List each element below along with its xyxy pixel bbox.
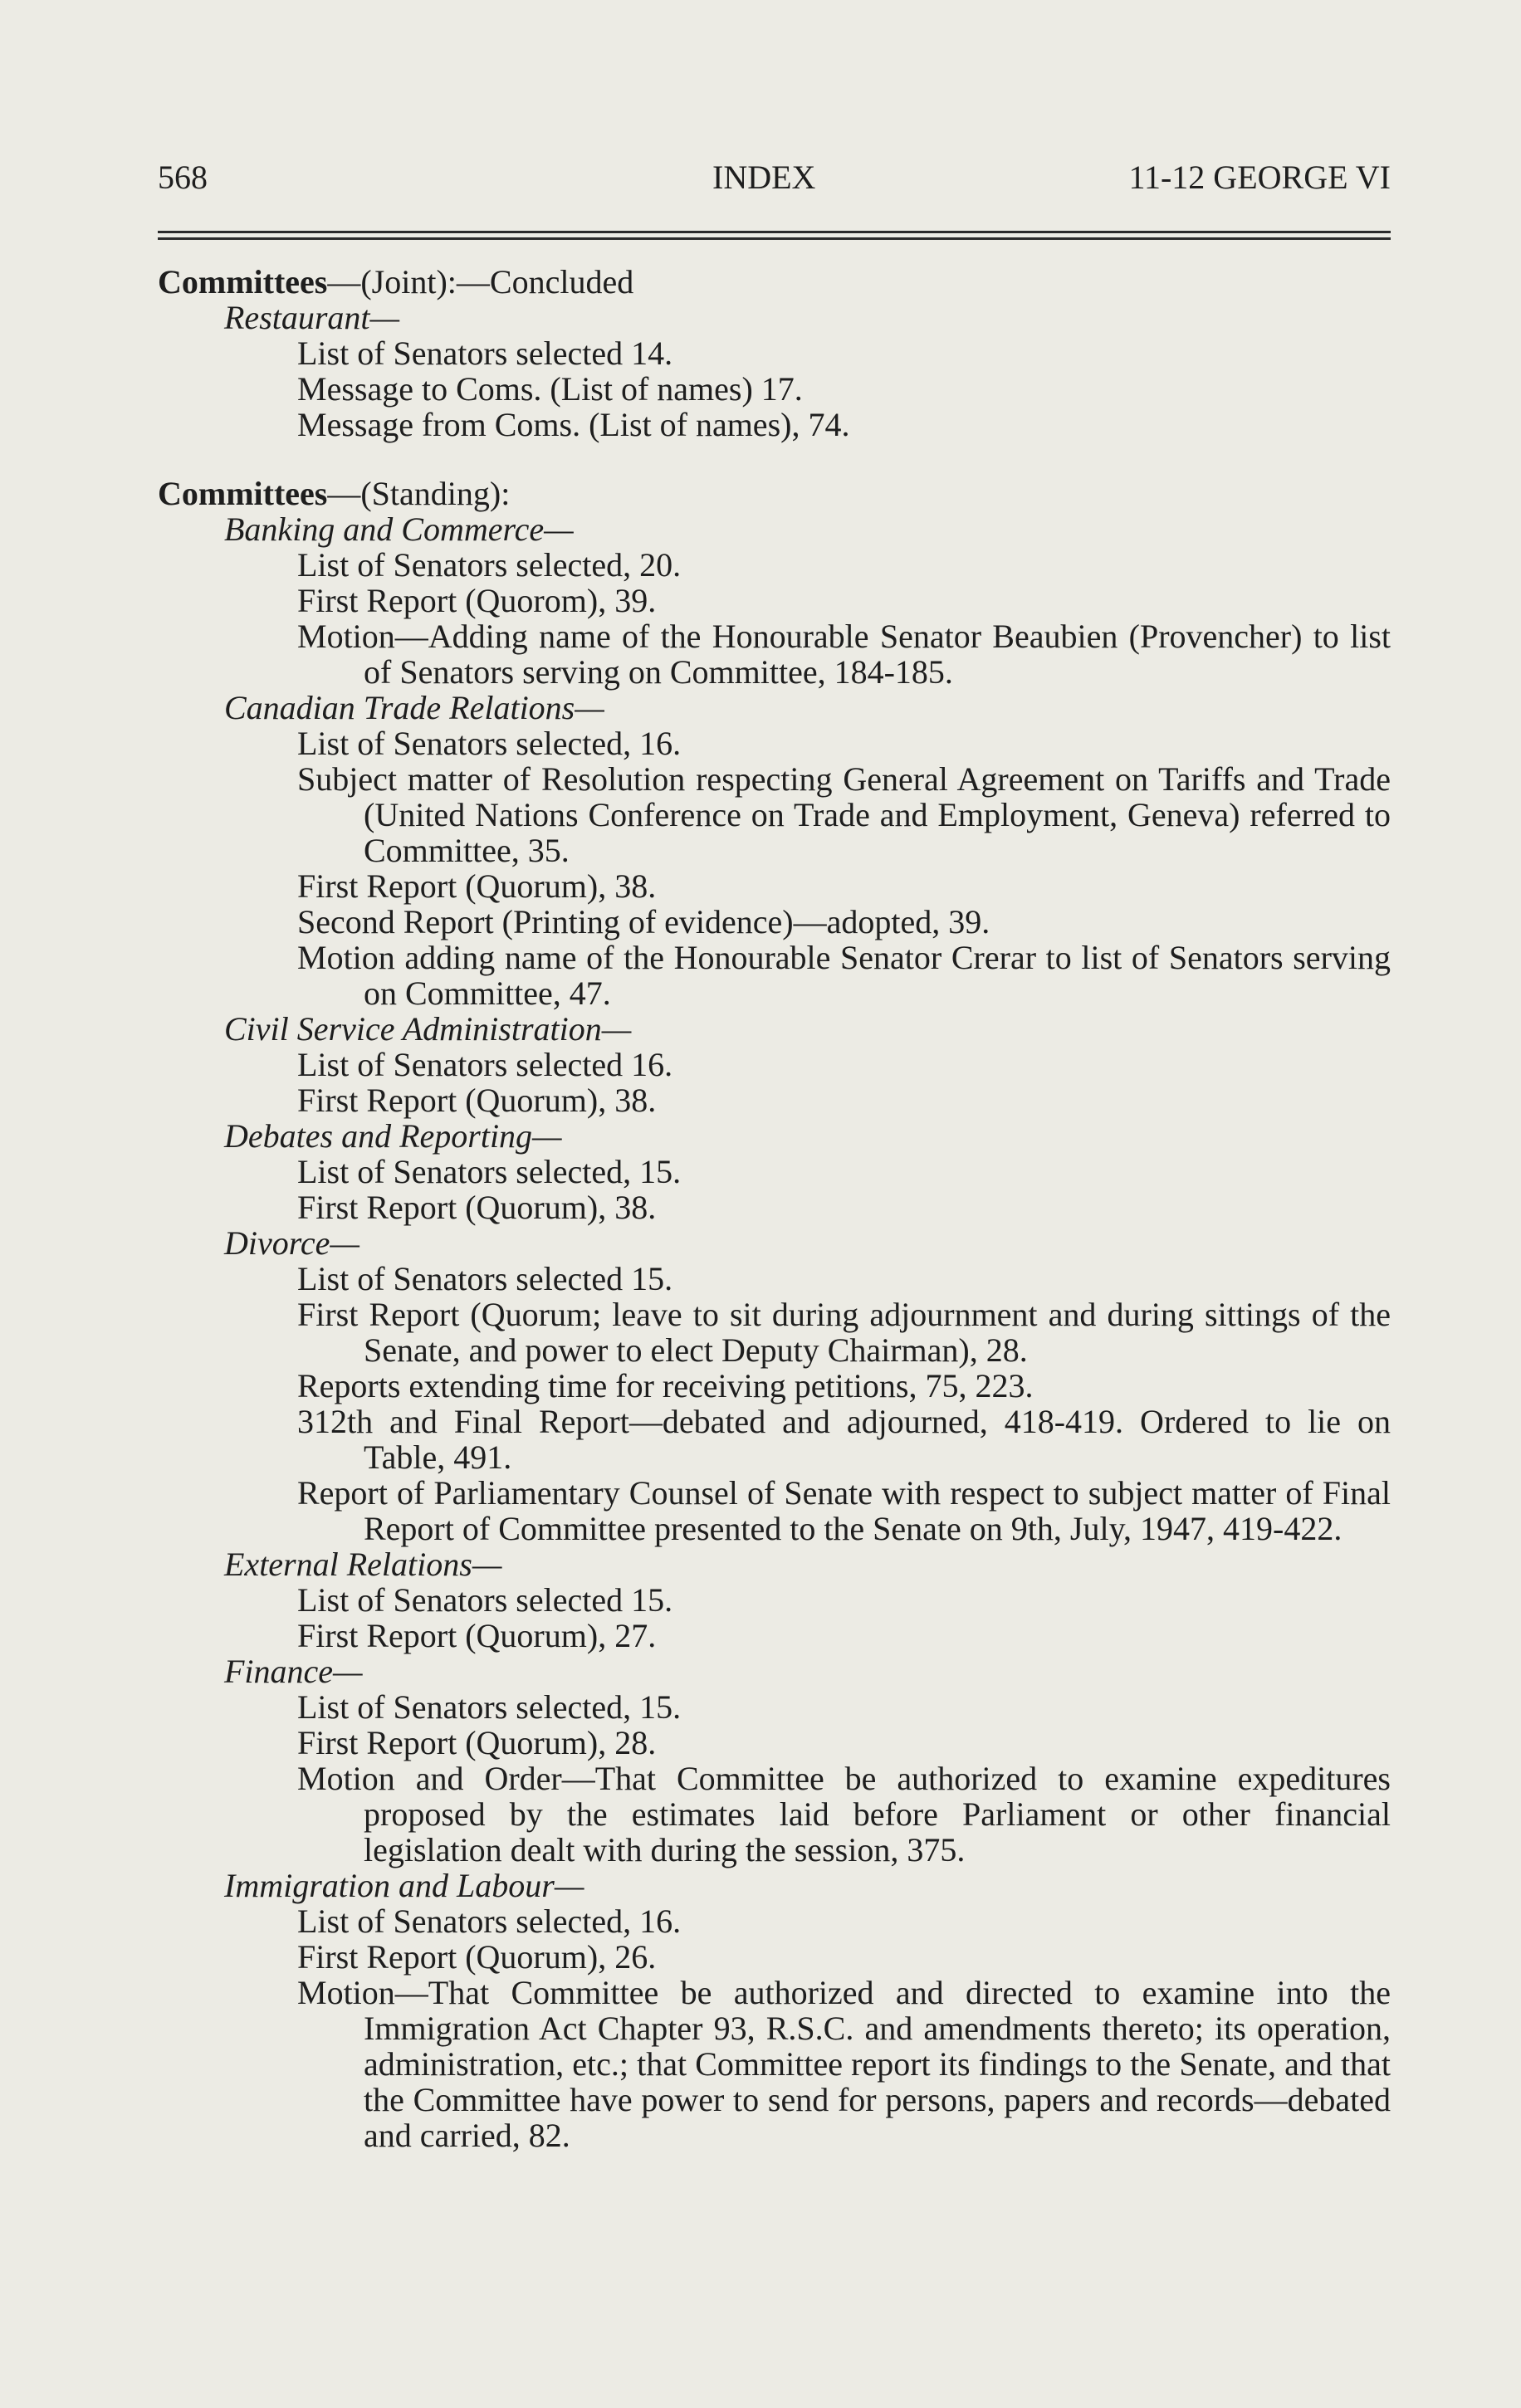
index-entry: First Report (Quorum), 38. [297,1082,657,1119]
section-heading [158,476,1391,511]
heading-qualifier: —(Joint):—Concluded [327,263,634,300]
index-entry: Message to Coms. (List of names) 17. [297,370,803,408]
index-entry: First Report (Quorum), 28. [297,1724,657,1761]
index-entry: First Report (Quorum), 26. [297,1938,657,1976]
index-entry: List of Senators selected, 20. [297,546,682,584]
index-entry: Report of Parliamentary Counsel of Senate with respect to subject matter of Final Report of Committee presented to the Senate on 9th, July, 1947, 419-422. [297,1474,1391,1547]
index-entry: List of Senators selected, 16. [297,725,682,762]
index-entry: Motion—That Committee be authorized and directed to examine into the Immigration Act Chapter 93, R.S.C. and amendments thereto; its operation, administration, etc.; that Committee report its findings to the Senate, and that the Committee have power to send for persons, papers and records—debated and carried, 82. [297,1974,1391,2154]
subheading: Divorce— [224,1224,359,1262]
subheading: Debates and Reporting— [224,1117,562,1155]
header-rule-top [158,231,1391,233]
page-header [158,158,1391,216]
index-entry: List of Senators selected 15. [297,1581,673,1619]
subheading: Finance— [224,1653,363,1690]
index-entry: First Report (Quorum; leave to sit during adjournment and during sittings of the Senate, and power to elect Deputy Chairman), 28. [297,1296,1391,1369]
subheading: Banking and Commerce— [224,510,574,548]
index-entry: Motion adding name of the Honourable Senator Crerar to list of Senators serving on Committee, 47. [297,939,1391,1012]
heading-term: Committees [158,263,328,300]
index-entry: 312th and Final Report—debated and adjourned, 418-419. Ordered to lie on Table, 491. [297,1403,1391,1476]
page-title: INDEX [712,159,816,196]
subheading: Immigration and Labour— [224,1867,584,1904]
subheading: Canadian Trade Relations— [224,689,604,726]
index-section [158,264,1391,442]
subheading: Civil Service Administration— [224,1010,632,1048]
index-section [158,476,1391,2153]
running-head: 11-12 GEORGE VI [1128,159,1391,196]
index-entry: Reports extending time for receiving petitions, 75, 223. [297,1367,1034,1404]
index-entry: Second Report (Printing of evidence)—adopted, 39. [297,903,990,940]
index-entry: List of Senators selected, 16. [297,1902,682,1940]
index-body [158,264,1391,2186]
index-entry: First Report (Quorom), 39. [297,582,657,619]
index-entry: List of Senators selected, 15. [297,1153,682,1190]
heading-qualifier: —(Standing): [327,475,511,512]
index-entry: First Report (Quorum), 27. [297,1617,657,1654]
subheading: Restaurant— [224,299,400,336]
subheading: External Relations— [224,1546,502,1583]
index-entry: First Report (Quorum), 38. [297,1189,657,1226]
index-entry: List of Senators selected 15. [297,1260,673,1297]
section-heading [158,264,1391,300]
index-entry: Motion and Order—That Committee be authorized to examine expeditures proposed by the estimates laid before Parliament or other financial legislation dealt with during the session, 375. [297,1760,1391,1868]
index-entry: Message from Coms. (List of names), 74. [297,406,850,443]
header-rule-bottom [158,237,1391,240]
index-entry: List of Senators selected 16. [297,1046,673,1083]
index-entry: List of Senators selected, 15. [297,1688,682,1726]
page-number: 568 [158,159,208,196]
heading-term: Committees [158,475,328,512]
index-entry: Subject matter of Resolution respecting General Agreement on Tariffs and Trade (United Nations Conference on Trade and Employment, Geneva) referred to Committee, 35. [297,760,1391,869]
index-entry: List of Senators selected 14. [297,335,673,372]
index-entry: Motion—Adding name of the Honourable Senator Beaubien (Provencher) to list of Senators serving on Committee, 184-185. [297,618,1391,691]
index-entry: First Report (Quorum), 38. [297,867,657,905]
